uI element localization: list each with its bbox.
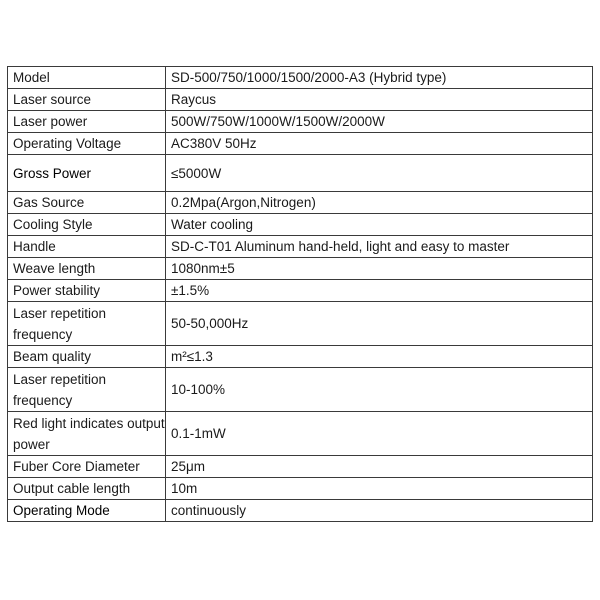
table-row [8, 214, 593, 236]
table-row [8, 89, 593, 111]
row-value: 25μm [166, 456, 593, 478]
row-value: ≤5000W [166, 155, 593, 192]
table-row [8, 192, 593, 214]
row-value: SD-500/750/1000/1500/2000-A3 (Hybrid type) [166, 67, 593, 89]
table-row [8, 236, 593, 258]
row-value: AC380V 50Hz [166, 133, 593, 155]
row-label: Operating Voltage [8, 133, 166, 155]
table-row [8, 500, 593, 522]
row-value: Raycus [166, 89, 593, 111]
row-value: SD-C-T01 Aluminum hand-held, light and easy to master [166, 236, 593, 258]
table-row [8, 302, 593, 346]
row-value: 0.2Mpa(Argon,Nitrogen) [166, 192, 593, 214]
row-label: Operating Mode [8, 500, 166, 522]
row-value: 50-50,000Hz [166, 302, 593, 346]
row-label: Fuber Core Diameter [8, 456, 166, 478]
row-label: Power stability [8, 280, 166, 302]
table-row [8, 258, 593, 280]
table-row [8, 412, 593, 456]
table-row [8, 368, 593, 412]
row-label: Gross Power [8, 155, 166, 192]
spec-table [7, 66, 593, 522]
row-value: 10-100% [166, 368, 593, 412]
row-value: 500W/750W/1000W/1500W/2000W [166, 111, 593, 133]
table-row [8, 478, 593, 500]
row-value: 1080nm±5 [166, 258, 593, 280]
row-label: Cooling Style [8, 214, 166, 236]
table-row [8, 456, 593, 478]
row-value: continuously [166, 500, 593, 522]
table-row [8, 155, 593, 192]
row-value: ±1.5% [166, 280, 593, 302]
table-row [8, 111, 593, 133]
row-label: Laser source [8, 89, 166, 111]
table-row [8, 133, 593, 155]
row-label: Laser power [8, 111, 166, 133]
row-label: Output cable length [8, 478, 166, 500]
row-label: Red light indicates output power [8, 412, 166, 456]
row-label: Weave length [8, 258, 166, 280]
row-value: 10m [166, 478, 593, 500]
table-row [8, 346, 593, 368]
row-value: 0.1-1mW [166, 412, 593, 456]
row-label: Laser repetition frequency [8, 302, 166, 346]
row-label: Laser repetition frequency [8, 368, 166, 412]
table-row [8, 67, 593, 89]
table-row [8, 280, 593, 302]
row-label: Handle [8, 236, 166, 258]
row-value: Water cooling [166, 214, 593, 236]
row-label: Beam quality [8, 346, 166, 368]
row-label: Gas Source [8, 192, 166, 214]
row-value: m²≤1.3 [166, 346, 593, 368]
row-label: Model [8, 67, 166, 89]
